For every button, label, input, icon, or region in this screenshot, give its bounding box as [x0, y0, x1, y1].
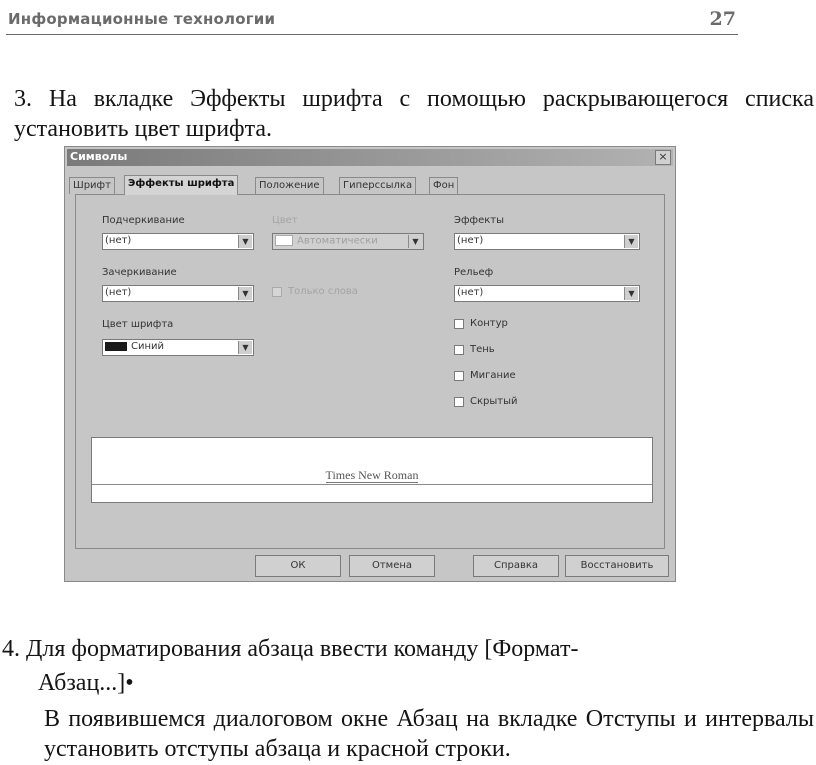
outline-checkbox[interactable] — [454, 319, 464, 329]
help-button[interactable]: Справка — [473, 555, 559, 577]
hidden-label: Скрытый — [470, 396, 518, 407]
tab-position[interactable]: Положение — [255, 177, 324, 194]
effects-label: Эффекты — [454, 215, 504, 226]
underline-color-select: Автоматически ▼ — [272, 233, 424, 250]
header-title: Информационные технологии — [8, 10, 276, 28]
step3-text: 3. На вкладке Эффекты шрифта с помощью раскрывающегося списка установить цвет шрифта. — [14, 86, 814, 142]
underline-label: Подчеркивание — [102, 215, 185, 226]
relief-select[interactable]: (нет) ▼ — [454, 285, 640, 302]
font-color-label: Цвет шрифта — [102, 319, 174, 330]
ok-button[interactable]: ОК — [255, 555, 341, 577]
cancel-button[interactable]: Отмена — [349, 555, 435, 577]
dialog-tabs — [69, 175, 671, 195]
step4-line2: Абзац...]• — [38, 670, 134, 696]
strikethrough-select[interactable]: (нет) ▼ — [102, 285, 254, 302]
blinking-label: Мигание — [470, 370, 516, 381]
chevron-down-icon[interactable]: ▼ — [624, 287, 638, 300]
tab-hyperlink[interactable]: Гиперссылка — [339, 177, 416, 194]
chevron-down-icon[interactable]: ▼ — [238, 235, 252, 248]
preview-text: Times New Roman — [325, 468, 419, 482]
font-preview — [91, 437, 653, 503]
tab-font-effects[interactable]: Эффекты шрифта — [124, 175, 238, 195]
underline-select[interactable]: (нет) ▼ — [102, 233, 254, 250]
chevron-down-icon: ▼ — [408, 235, 422, 248]
shadow-label: Тень — [470, 344, 495, 355]
font-color-swatch — [105, 342, 127, 351]
font-color-select[interactable]: Синий ▼ — [102, 339, 254, 356]
chevron-down-icon[interactable]: ▼ — [624, 235, 638, 248]
tab-background[interactable]: Фон — [429, 177, 458, 194]
character-dialog — [64, 146, 676, 582]
words-only-checkbox — [272, 287, 282, 297]
reset-button[interactable]: Восстановить — [565, 555, 669, 577]
chevron-down-icon[interactable]: ▼ — [238, 341, 252, 354]
running-header — [6, 8, 738, 35]
step4-description: В появившемся диалоговом окне Абзац на вкладке Отступы и интервалы установить отступы абзаца и красной строки. — [44, 706, 814, 762]
step4-line1: 4. Для форматирования абзаца ввести команду [Формат- — [2, 636, 579, 662]
dialog-titlebar — [67, 149, 673, 166]
page-number: 27 — [709, 8, 736, 30]
hidden-checkbox[interactable] — [454, 397, 464, 407]
tab-font[interactable]: Шрифт — [69, 177, 115, 194]
dialog-title: Символы — [70, 150, 128, 163]
close-icon[interactable]: × — [655, 150, 671, 165]
outline-label: Контур — [470, 318, 508, 329]
strikethrough-label: Зачеркивание — [102, 267, 177, 278]
relief-label: Рельеф — [454, 267, 494, 278]
words-only-label: Только слова — [288, 286, 358, 297]
chevron-down-icon[interactable]: ▼ — [238, 287, 252, 300]
shadow-checkbox[interactable] — [454, 345, 464, 355]
blinking-checkbox[interactable] — [454, 371, 464, 381]
preview-baseline — [92, 484, 652, 485]
effects-select[interactable]: (нет) ▼ — [454, 233, 640, 250]
underline-color-label: Цвет — [272, 215, 298, 226]
